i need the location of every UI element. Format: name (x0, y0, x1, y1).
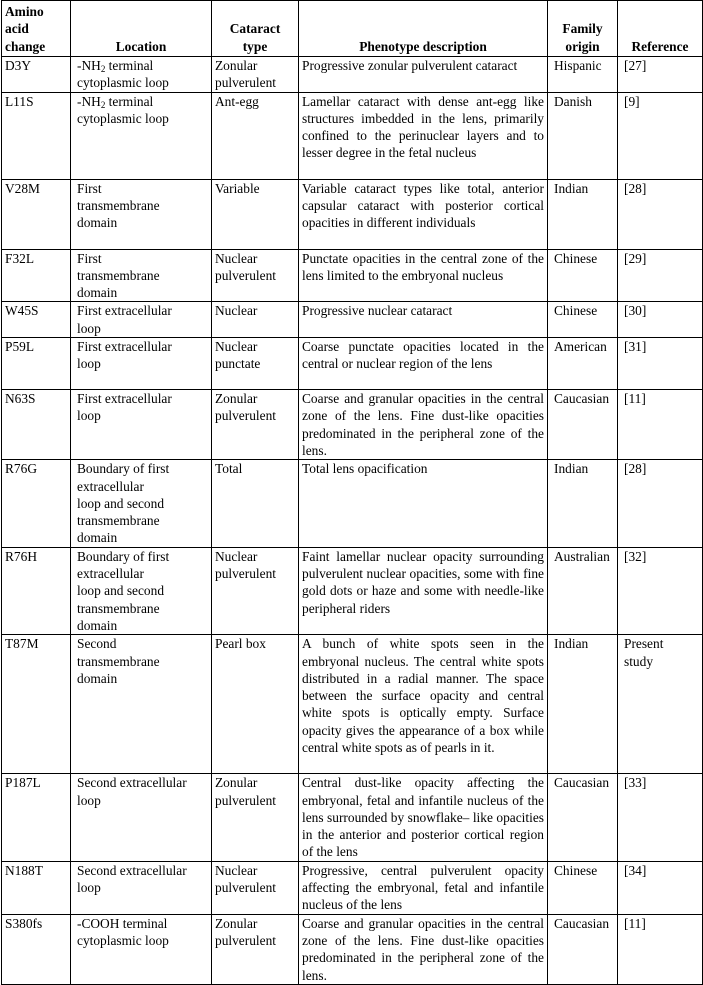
table-row (2, 92, 703, 179)
cell-family-origin: American (548, 338, 618, 390)
cell-amino-acid-change: F32L (2, 249, 71, 302)
location-subscript: 2 (100, 99, 106, 110)
cell-phenotype-description: Lamellar cataract with dense ant-egg like structures imbedded in the lens, primarily confined to the perinuclear layers and to lesser degree in the fetal nucleus (299, 92, 548, 179)
cell-family-origin: Chinese (548, 861, 618, 914)
cell-reference: [28] (618, 179, 703, 249)
cell-cataract-type: Zonular pulverulent (212, 914, 299, 984)
cell-family-origin: Chinese (548, 249, 618, 302)
cell-location: Second transmembrane domain (71, 635, 212, 774)
cell-reference: [9] (618, 92, 703, 179)
cell-amino-acid-change: R76H (2, 547, 71, 634)
cell-cataract-type: Nuclear punctate (212, 338, 299, 390)
cell-reference: [32] (618, 547, 703, 634)
cell-reference: [34] (618, 861, 703, 914)
cell-phenotype-description: Central dust-like opacity affecting the embryonal, fetal and infantile nucleus of the lens surrounded by snowflake– like opacities in the anterior and posterior cortical region of the lens (299, 774, 548, 861)
cell-reference: [28] (618, 460, 703, 547)
location-subscript: 2 (100, 64, 106, 74)
cell-family-origin: Caucasian (548, 914, 618, 984)
cell-amino-acid-change: V28M (2, 179, 71, 249)
cell-phenotype-description: Punctate opacities in the central zone of the lens limited to the embryonal nucleus (299, 249, 548, 302)
cell-cataract-type: Nuclear pulverulent (212, 547, 299, 634)
location-suffix: terminal cytoplasmic loop (77, 58, 169, 91)
cell-amino-acid-change: L11S (2, 92, 71, 179)
cell-phenotype-description: Faint lamellar nuclear opacity surrounding pulverulent nuclear opacities, some with fine gold dots or haze and some with needle-like peripheral riders (299, 547, 548, 634)
cell-family-origin: Caucasian (548, 390, 618, 460)
cell-location: Second extracellular loop (71, 861, 212, 914)
table-row (2, 57, 703, 93)
cell-family-origin: Chinese (548, 302, 618, 338)
cell-amino-acid-change: N188T (2, 861, 71, 914)
cell-cataract-type: Ant-egg (212, 92, 299, 179)
cell-location: Boundary of first extracellular loop and second transmembrane domain (71, 460, 212, 547)
mutation-table (1, 0, 703, 985)
cell-amino-acid-change: R76G (2, 460, 71, 547)
table-row (2, 460, 703, 547)
table-row (2, 338, 703, 390)
cell-phenotype-description: Coarse punctate opacities located in the central or nuclear region of the lens (299, 338, 548, 390)
cell-location: -COOH terminal cytoplasmic loop (71, 914, 212, 984)
cell-cataract-type: Nuclear pulverulent (212, 861, 299, 914)
cell-amino-acid-change: P187L (2, 774, 71, 861)
table-row (2, 179, 703, 249)
header-amino-acid-change: Amino acid change (2, 1, 71, 57)
cell-amino-acid-change: W45S (2, 302, 71, 338)
cell-phenotype-description: Progressive, central pulverulent opacity affecting the embryonal, fetal and infantile nucleus of the lens (299, 861, 548, 914)
cell-location: First extracellular loop (71, 302, 212, 338)
cell-phenotype-description: Variable cataract types like total, anterior capsular cataract with posterior cortical opacities in different individuals (299, 179, 548, 249)
cell-family-origin: Hispanic (548, 57, 618, 93)
cell-cataract-type: Zonular pulverulent (212, 390, 299, 460)
cell-cataract-type: Zonular pulverulent (212, 774, 299, 861)
location-prefix: -NH (77, 58, 101, 73)
location-prefix: -NH (77, 93, 101, 109)
cell-cataract-type: Variable (212, 179, 299, 249)
cell-cataract-type: Nuclear pulverulent (212, 249, 299, 302)
cell-family-origin: Caucasian (548, 774, 618, 861)
cell-location: Boundary of first extracellular loop and second transmembrane domain (71, 547, 212, 634)
table-row (2, 774, 703, 861)
header-row (2, 1, 703, 57)
cell-location: First extracellular loop (71, 338, 212, 390)
cell-location (71, 92, 212, 179)
table-row (2, 547, 703, 634)
table-row (2, 302, 703, 338)
header-location: Location (71, 1, 212, 57)
cell-cataract-type: Pearl box (212, 635, 299, 774)
cell-cataract-type: Nuclear (212, 302, 299, 338)
cell-phenotype-description: Coarse and granular opacities in the central zone of the lens. Fine dust-like opacities predominated in the peripheral zone of the lens. (299, 914, 548, 984)
cell-location (71, 57, 212, 93)
cell-phenotype-description: A bunch of white spots seen in the embryonal nucleus. The central white spots distributed in a radial manner. The space between the surface opacity and central white spots is optically empty. Surface opacity gives the appearance of a box while central white spots as of pearls in it. (299, 635, 548, 774)
header-phenotype-description: Phenotype description (299, 1, 548, 57)
cell-amino-acid-change: S380fs (2, 914, 71, 984)
table-row (2, 914, 703, 984)
table-row (2, 390, 703, 460)
cell-reference: [30] (618, 302, 703, 338)
cell-amino-acid-change: P59L (2, 338, 71, 390)
cell-reference: [33] (618, 774, 703, 861)
location-suffix: terminal cytoplasmic loop (77, 93, 169, 126)
cell-location: First transmembrane domain (71, 249, 212, 302)
cell-phenotype-description: Total lens opacification (299, 460, 548, 547)
cell-location: First extracellular loop (71, 390, 212, 460)
cell-amino-acid-change: D3Y (2, 57, 71, 93)
cell-family-origin: Indian (548, 179, 618, 249)
cell-phenotype-description: Progressive nuclear cataract (299, 302, 548, 338)
cell-cataract-type: Total (212, 460, 299, 547)
cell-family-origin: Indian (548, 460, 618, 547)
cell-reference: [29] (618, 249, 703, 302)
cell-family-origin: Danish (548, 92, 618, 179)
cell-phenotype-description: Coarse and granular opacities in the central zone of the lens. Fine dust-like opacities predominated in the peripheral zone of the lens. (299, 390, 548, 460)
header-cataract-type: Cataract type (212, 1, 299, 57)
cell-amino-acid-change: N63S (2, 390, 71, 460)
header-family-origin: Family origin (548, 1, 618, 57)
table-row (2, 635, 703, 774)
cell-family-origin: Indian (548, 635, 618, 774)
cell-reference: [31] (618, 338, 703, 390)
cell-reference: [11] (618, 914, 703, 984)
cell-family-origin: Australian (548, 547, 618, 634)
cell-reference: Present study (618, 635, 703, 774)
table-row (2, 861, 703, 914)
cell-cataract-type: Zonular pulverulent (212, 57, 299, 93)
header-reference: Reference (618, 1, 703, 57)
cell-amino-acid-change: T87M (2, 635, 71, 774)
cell-reference: [11] (618, 390, 703, 460)
table-row (2, 249, 703, 302)
cell-reference: [27] (618, 57, 703, 93)
cell-location: Second extracellular loop (71, 774, 212, 861)
cell-location: First transmembrane domain (71, 179, 212, 249)
cell-phenotype-description: Progressive zonular pulverulent cataract (299, 57, 548, 93)
